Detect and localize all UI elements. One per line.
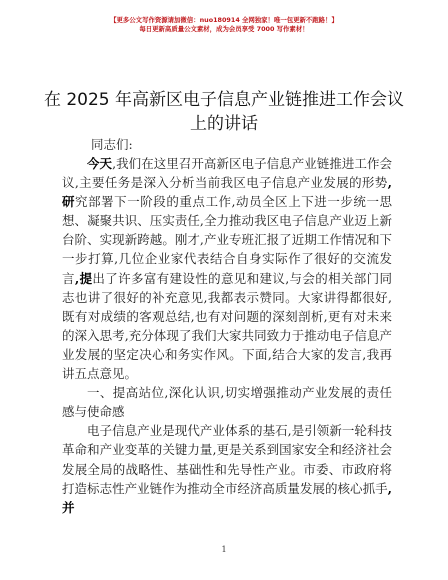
paragraph-text: 电子信息产业是现代产业体系的基石,是引领新一轮科技革命和产业变革的关键力量,更是关系到国家安全和经济社会发展全局的战略性、基础性和先导性产业。市委、市政府将打造标志性产业链作为推动全市经济高质量发展的核心抓手 (62, 423, 392, 496)
promo-banner-line-2: 每日更新高质量公文素材，成为会员享受 7000 写作素材！ (139, 25, 309, 33)
bold-lead-word: 今天 (87, 156, 113, 171)
paragraph-text: 出了许多富有建设性的意见和建议,与会的相关部门同志也讲了很好的补充意见,我都表示赞同。大家讲得都很好,既有对成绩的客观总结,也有对问题的深刻剖析,更有对未来的深入思考,充分体现了我们大家共同致力于推动电子信息产业发展的坚定决心和务实作风。下面,结合大家的发言,我再讲五点意见。 (62, 270, 392, 382)
document-title: 在 2025 年高新区电子信息产业链推进工作会议上的讲话 (43, 90, 405, 134)
bold-fragment: ,研 (62, 175, 392, 210)
paragraph-industry (62, 421, 392, 516)
paragraph-text: ,我们在这里召开高新区电子信息产业链推进工作会议,主要任务是深入分析当前我区电子信息产业发展的形势 (62, 156, 392, 191)
section-heading-1: 一、提高站位,深化认识,切实增强推动产业发展的责任感与使命感 (62, 385, 392, 420)
promo-banner-line-1: 【更多公文写作资源请加微信：nuo180914 全网独家！唯一包更新不跑路！】 (110, 16, 338, 24)
bold-fragment: ,提 (74, 270, 93, 286)
paragraph-opening (62, 154, 392, 383)
bold-fragment: ,并 (62, 480, 392, 515)
document-body (62, 154, 392, 517)
page-number: 1 (221, 545, 227, 554)
salutation: 同志们: (91, 137, 133, 152)
paragraph-text: 究部署下一阶段的重点工作,动员全区上下进一步统一思想、凝聚共识、压实责任,全力推动我区电子信息产业迈上新台阶、实现新跨越。刚才,产业专班汇报了近期工作情况和下一步打算,几位企业家代表结合自身实际作了很好的交流发言 (62, 194, 392, 286)
